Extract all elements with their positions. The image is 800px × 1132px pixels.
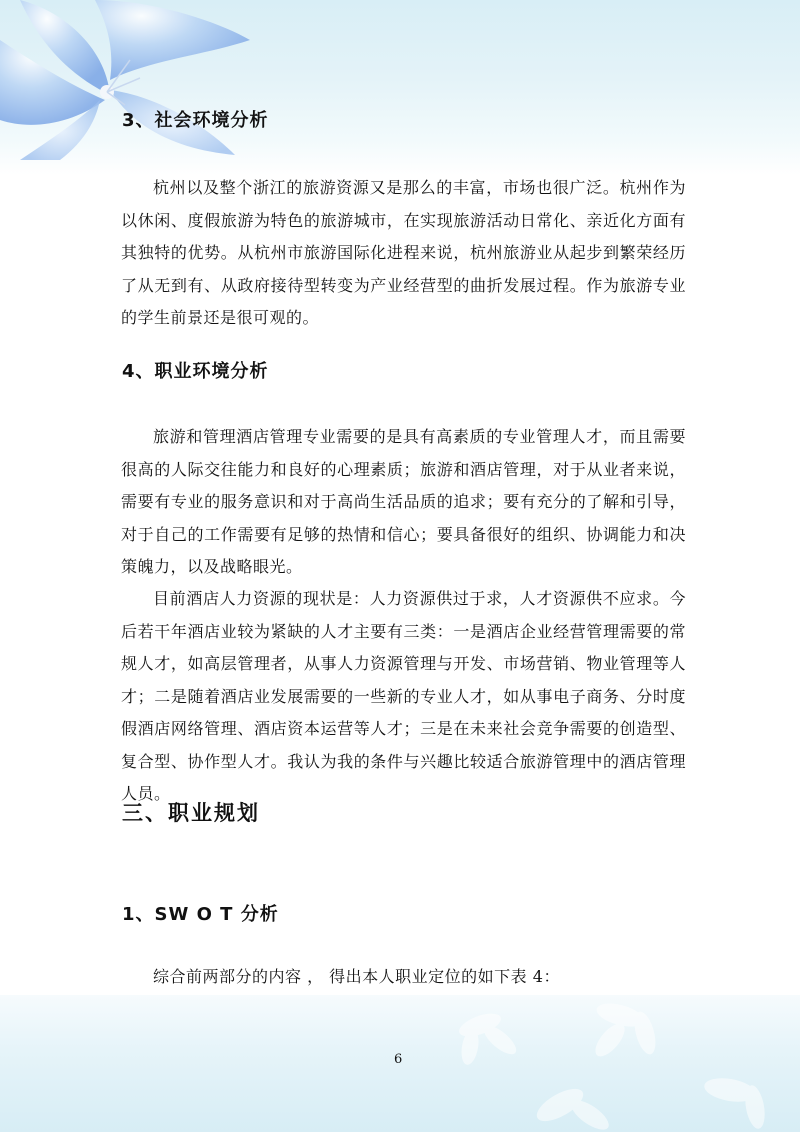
- paragraph-swot-intro: 综合前两部分的内容 ， 得出本人职业定位的如下表 4：: [153, 967, 560, 986]
- page-number: 6: [394, 1052, 403, 1067]
- paragraph-career-requirements: 旅游和管理酒店管理专业需要的是具有高素质的专业管理人才，而且需要很高的人际交往能力和良好的心理素质；旅游和酒店管理，对于从业者来说，需要有专业的服务意识和对于高尚生活品质的追求；要有充分的了解和引导，对于自己的工作需要有足够的热情和信心；要具备很好的组织、协调能力和决策魄力，以及战略眼光。: [121, 427, 686, 576]
- chapter-heading-career-planning: 三、职业规划: [122, 801, 260, 825]
- section-heading-career-environment: 4、职业环境分析: [122, 361, 269, 382]
- section-heading-swot-analysis: 1、SW O T 分析: [122, 904, 279, 925]
- paragraph-social-environment: 杭州以及整个浙江的旅游资源又是那么的丰富，市场也很广泛。杭州作为以休闲、度假旅游为特色的旅游城市，在实现旅游活动日常化、亲近化方面有其独特的优势。从杭州市旅游国际化进程来说，杭州旅游业从起步到繁荣经历了从无到有、从政府接待型转变为产业经营型的曲折发展过程。作为旅游专业的学生前景还是很可观的。: [121, 178, 686, 327]
- paragraph-hotel-talent-status: 目前酒店人力资源的现状是：人力资源供过于求，人才资源供不应求。今后若干年酒店业较为紧缺的人才主要有三类：一是酒店企业经营管理需要的常规人才，如高层管理者，从事人力资源管理与开发、市场营销、物业管理等人才；二是随着酒店业发展需要的一些新的专业人才，如从事电子商务、分时度假酒店网络管理、酒店资本运营等人才；三是在未来社会竞争需要的创造型、复合型、协作型人才。我认为我的条件与兴趣比较适合旅游管理中的酒店管理人员。: [121, 589, 686, 803]
- section-heading-social-environment: 3、社会环境分析: [122, 110, 269, 131]
